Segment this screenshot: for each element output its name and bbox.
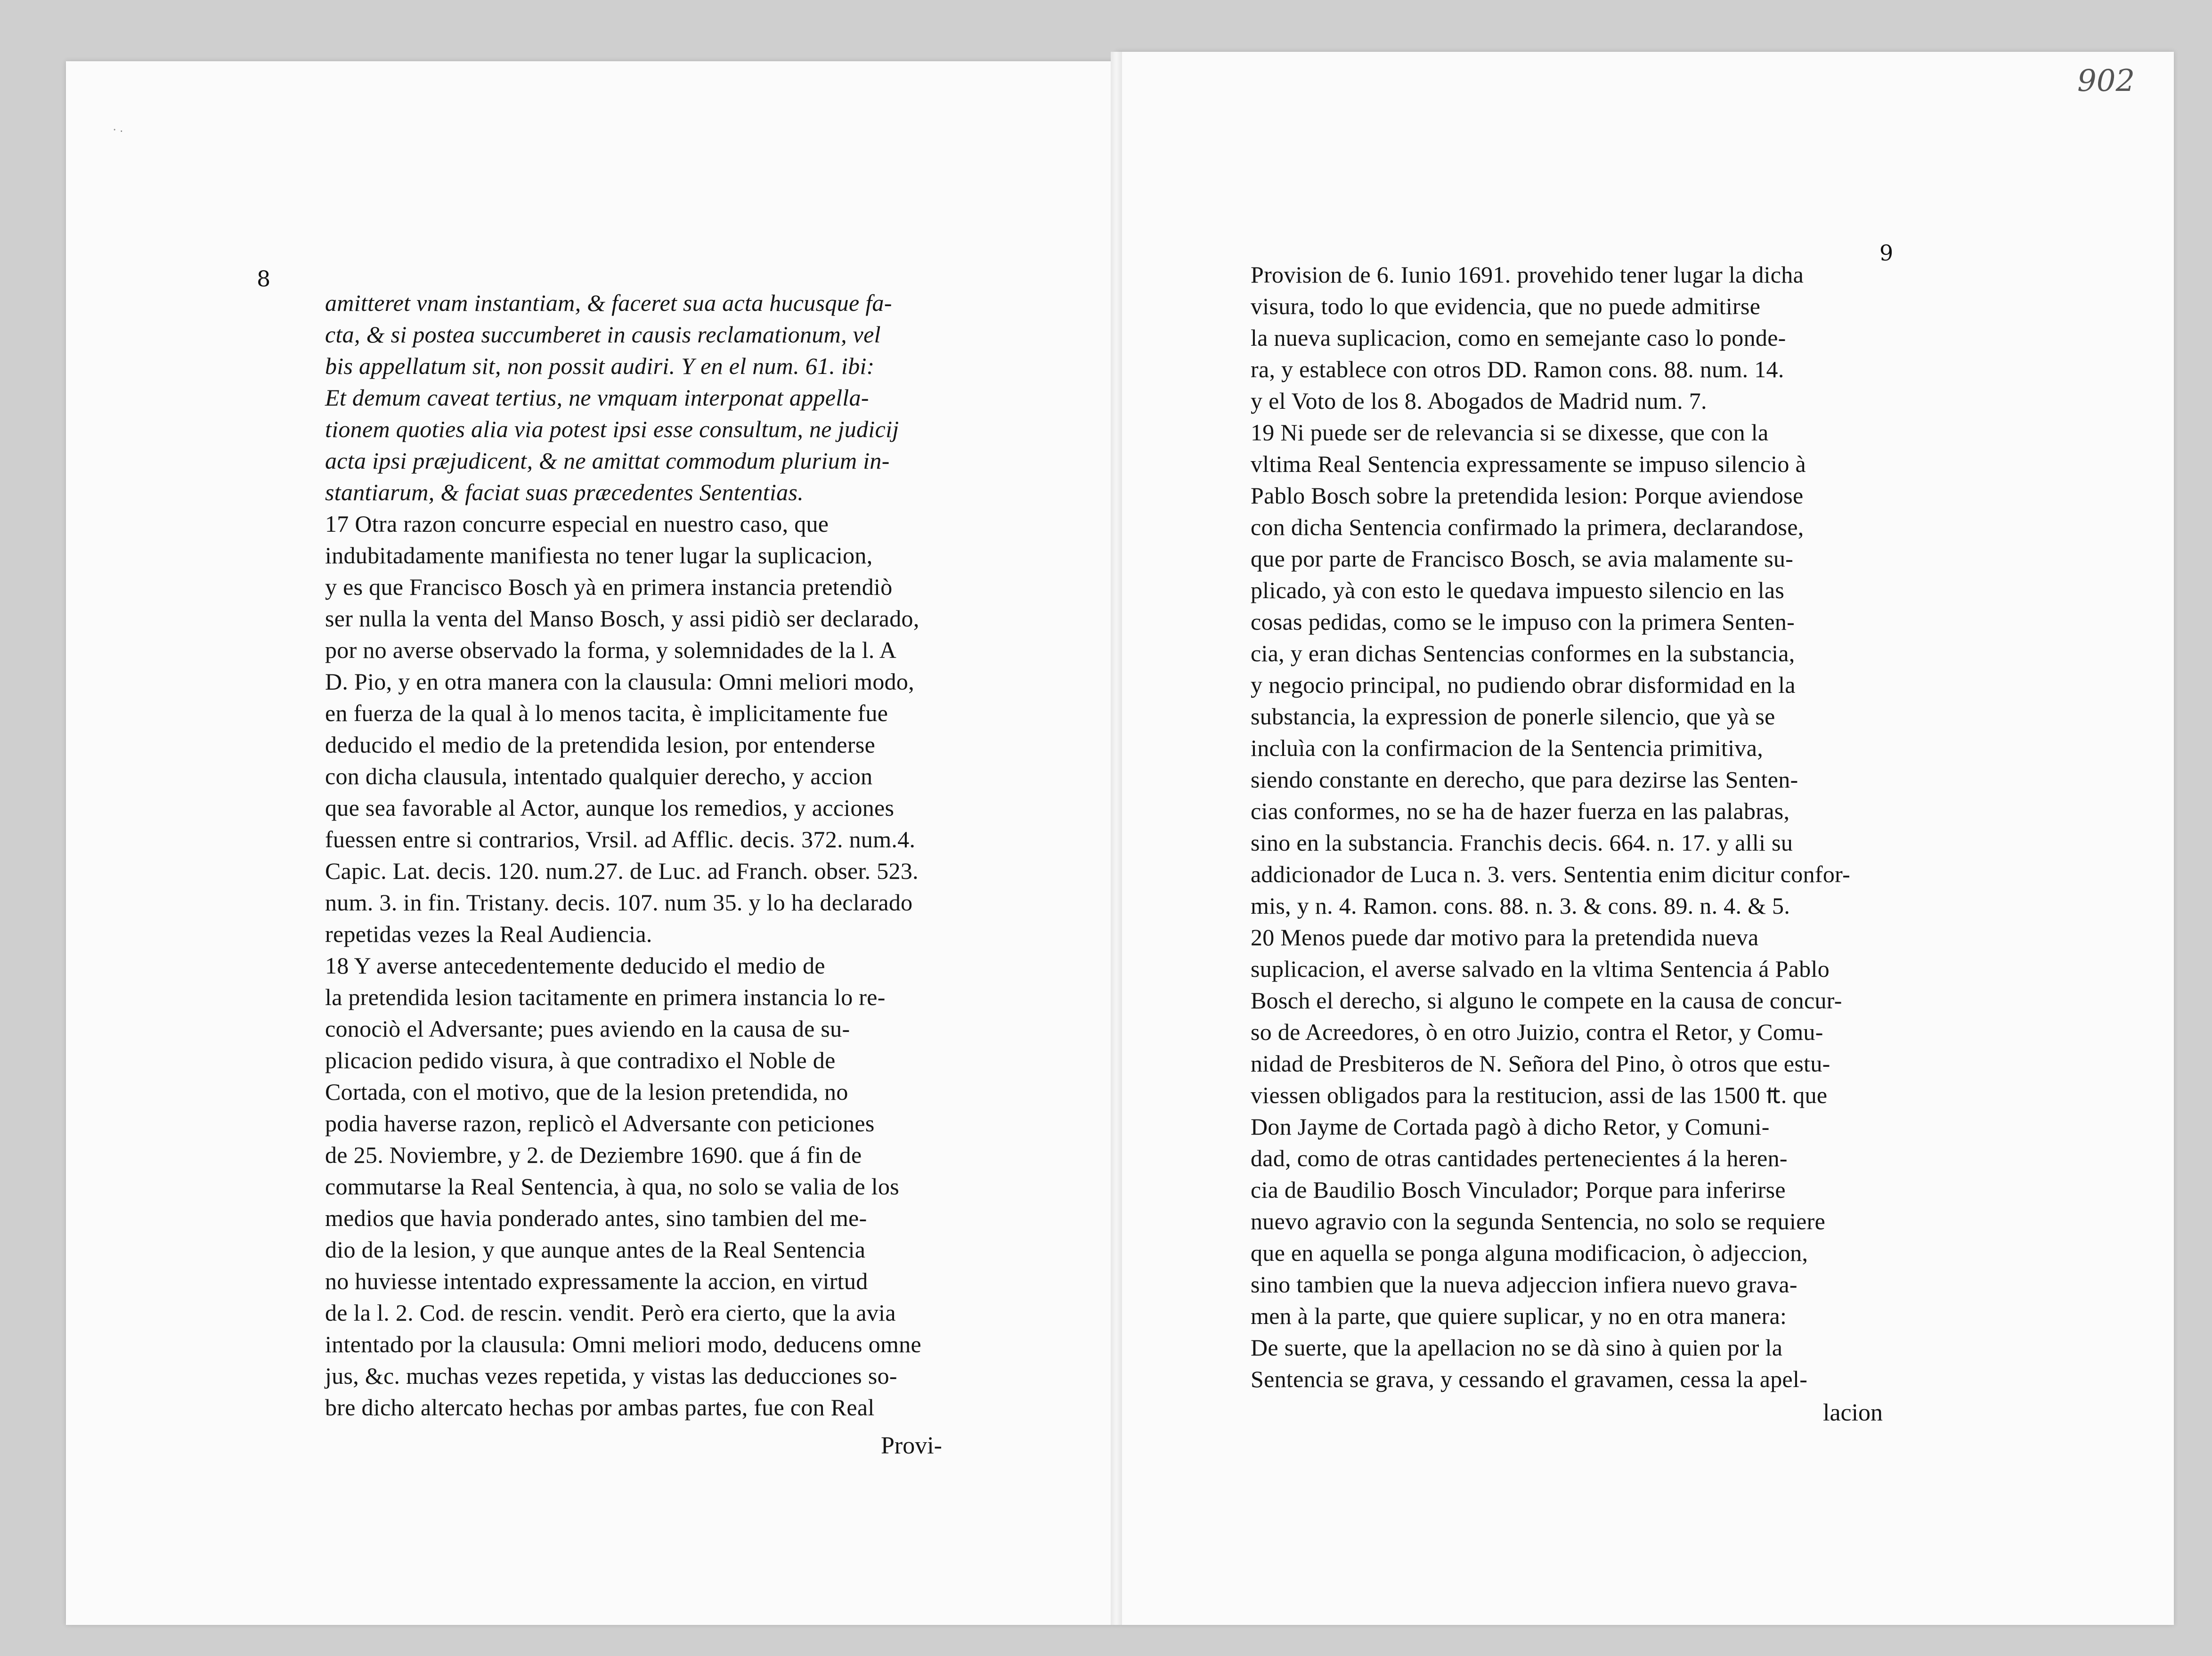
text-line: nuevo agravio con la segunda Sentencia, no solo se requiere: [1251, 1208, 1826, 1234]
text-line: dio de la lesion, y que aunque antes de la Real Sentencia: [325, 1236, 866, 1263]
text-line: jus, &c. muchas vezes repetida, y vistas las deducciones so-: [325, 1363, 897, 1389]
left-page-number: 8: [257, 266, 271, 292]
text-line: substancia, la expression de ponerle silencio, que yà se: [1251, 703, 1775, 730]
text-line: bis appellatum sit, non possit audiri. Y en el num. 61. ibi:: [325, 353, 875, 379]
text-line: que sea favorable al Actor, aunque los remedios, y acciones: [325, 795, 895, 821]
smudge-mark: ⸳ .: [113, 122, 123, 135]
text-line: repetidas vezes la Real Audiencia.: [325, 921, 652, 947]
text-line: suplicacion, el averse salvado en la vltima Sentencia á Pablo: [1251, 956, 1830, 982]
text-line: con dicha clausula, intentado qualquier derecho, y accion: [325, 763, 873, 789]
text-line: medios que havia ponderado antes, sino tambien del me-: [325, 1205, 867, 1231]
text-line: Provision de 6. Iunio 1691. provehido tener lugar la dicha: [1251, 261, 1804, 288]
text-line: y el Voto de los 8. Abogados de Madrid num. 7.: [1251, 388, 1707, 414]
text-line: tionem quoties alia via potest ipsi esse consultum, ne judicij: [325, 416, 899, 442]
text-line: indubitadamente manifiesta no tener lugar la suplicacion,: [325, 542, 873, 568]
text-line: D. Pio, y en otra manera con la clausula: Omni meliori modo,: [325, 668, 915, 695]
text-line: de la l. 2. Cod. de rescin. vendit. Però era cierto, que la avia: [325, 1299, 896, 1326]
text-line: en fuerza de la qual à lo menos tacita, è implicitamente fue: [325, 700, 888, 726]
right-page-number: 9: [1879, 240, 1894, 266]
left-text-column: [325, 287, 1008, 1423]
text-line: nidad de Presbiteros de N. Señora del Pino, ò otros que estu-: [1251, 1050, 1830, 1077]
text-line: 18 Y averse antecedentemente deducido el medio de: [325, 952, 825, 979]
text-line: la pretendida lesion tacitamente en primera instancia lo re-: [325, 984, 886, 1010]
text-line: acta ipsi præjudicent, & ne amittat commodum plurium in-: [325, 447, 890, 474]
text-line: Et demum caveat tertius, ne vmquam interponat appella-: [325, 384, 869, 411]
text-line: fuessen entre si contrarios, Vrsil. ad Afflic. decis. 372. num.4.: [325, 826, 916, 852]
text-line: Cortada, con el motivo, que de la lesion pretendida, no: [325, 1079, 848, 1105]
left-catchword: Provi-: [881, 1432, 942, 1459]
text-line: commutarse la Real Sentencia, à qua, no solo se valia de los: [325, 1173, 900, 1200]
text-line: cosas pedidas, como se le impuso con la primera Senten-: [1251, 609, 1795, 635]
text-line: 19 Ni puede ser de relevancia si se dixesse, que con la: [1251, 419, 1769, 446]
text-line: amitteret vnam instantiam, & faceret sua acta hucusque fa-: [325, 290, 892, 316]
text-line: 20 Menos puede dar motivo para la pretendida nueva: [1251, 924, 1759, 950]
text-line: De suerte, que la apellacion no se dà sino à quien por la: [1251, 1334, 1783, 1361]
text-line: cia de Baudilio Bosch Vinculador; Porque para inferirse: [1251, 1177, 1786, 1203]
text-line: sino tambien que la nueva adjeccion infiera nuevo grava-: [1251, 1271, 1797, 1298]
text-line: ser nulla la venta del Manso Bosch, y assi pidiò ser declarado,: [325, 605, 919, 632]
right-text-column: [1251, 259, 1934, 1395]
text-line: con dicha Sentencia confirmado la primera, declarandose,: [1251, 514, 1804, 540]
book-gutter: [1111, 52, 1122, 1625]
text-line: mis, y n. 4. Ramon. cons. 88. n. 3. & cons. 89. n. 4. & 5.: [1251, 893, 1790, 919]
text-line: que por parte de Francisco Bosch, se avia malamente su-: [1251, 545, 1794, 572]
text-line: no huviesse intentado expressamente la accion, en virtud: [325, 1268, 868, 1294]
text-line: sino en la substancia. Franchis decis. 664. n. 17. y alli su: [1251, 829, 1793, 856]
right-catchword: lacion: [1823, 1399, 1883, 1426]
text-line: incluìa con la confirmacion de la Sentencia primitiva,: [1251, 735, 1764, 761]
text-line: ra, y establece con otros DD. Ramon cons. 88. num. 14.: [1251, 356, 1784, 382]
text-line: de 25. Noviembre, y 2. de Deziembre 1690. que á fin de: [325, 1142, 862, 1168]
text-line: cia, y eran dichas Sentencias conformes en la substancia,: [1251, 640, 1795, 666]
text-line: vltima Real Sentencia expressamente se impuso silencio à: [1251, 451, 1806, 477]
text-line: viessen obligados para la restitucion, assi de las 1500 ₶. que: [1251, 1082, 1828, 1108]
text-line: Sentencia se grava, y cessando el gravamen, cessa la apel-: [1251, 1366, 1808, 1392]
text-line: la nueva suplicacion, como en semejante caso lo ponde-: [1251, 325, 1786, 351]
text-line: siendo constante en derecho, que para dezirse las Senten-: [1251, 766, 1798, 793]
text-line: y es que Francisco Bosch yà en primera instancia pretendiò: [325, 574, 893, 600]
text-line: Bosch el derecho, si alguno le compete en la causa de concur-: [1251, 987, 1842, 1014]
text-line: cta, & si postea succumberet in causis reclamationum, vel: [325, 321, 881, 348]
text-line: so de Acreedores, ò en otro Juizio, contra el Retor, y Comu-: [1251, 1019, 1823, 1045]
text-line: deducido el medio de la pretendida lesion, por entenderse: [325, 731, 876, 758]
text-line: conociò el Adversante; pues aviendo en la causa de su-: [325, 1015, 850, 1042]
text-line: Capic. Lat. decis. 120. num.27. de Luc. ad Franch. obser. 523.: [325, 858, 919, 884]
text-line: podia haverse razon, replicò el Adversante con peticiones: [325, 1110, 875, 1136]
text-line: que en aquella se ponga alguna modificacion, ò adjeccion,: [1251, 1240, 1808, 1266]
text-line: men à la parte, que quiere suplicar, y no en otra manera:: [1251, 1303, 1787, 1329]
text-line: stantiarum, & faciat suas præcedentes Sententias.: [325, 479, 804, 505]
text-line: num. 3. in fin. Tristany. decis. 107. num 35. y lo ha declarado: [325, 889, 913, 916]
text-line: dad, como de otras cantidades pertenecientes á la heren-: [1251, 1145, 1788, 1171]
text-line: por no averse observado la forma, y solemnidades de la l. A: [325, 637, 897, 663]
text-line: intentado por la clausula: Omni meliori modo, deducens omne: [325, 1331, 922, 1357]
text-line: 17 Otra razon concurre especial en nuestro caso, que: [325, 511, 829, 537]
text-line: y negocio principal, no pudiendo obrar disformidad en la: [1251, 672, 1796, 698]
text-line: bre dicho altercato hechas por ambas partes, fue con Real: [325, 1394, 875, 1421]
text-line: plicado, yà con esto le quedava impuesto silencio en las: [1251, 577, 1785, 603]
handwritten-folio-number: 902: [2077, 64, 2135, 98]
text-line: visura, todo lo que evidencia, que no puede admitirse: [1251, 293, 1761, 319]
text-line: Don Jayme de Cortada pagò à dicho Retor, y Comuni-: [1251, 1113, 1770, 1140]
text-line: cias conformes, no se ha de hazer fuerza en las palabras,: [1251, 798, 1790, 824]
text-line: addicionador de Luca n. 3. vers. Sententia enim dicitur confor-: [1251, 861, 1851, 887]
text-line: plicacion pedido visura, à que contradixo el Noble de: [325, 1047, 836, 1073]
text-line: Pablo Bosch sobre la pretendida lesion: Porque aviendose: [1251, 482, 1804, 509]
